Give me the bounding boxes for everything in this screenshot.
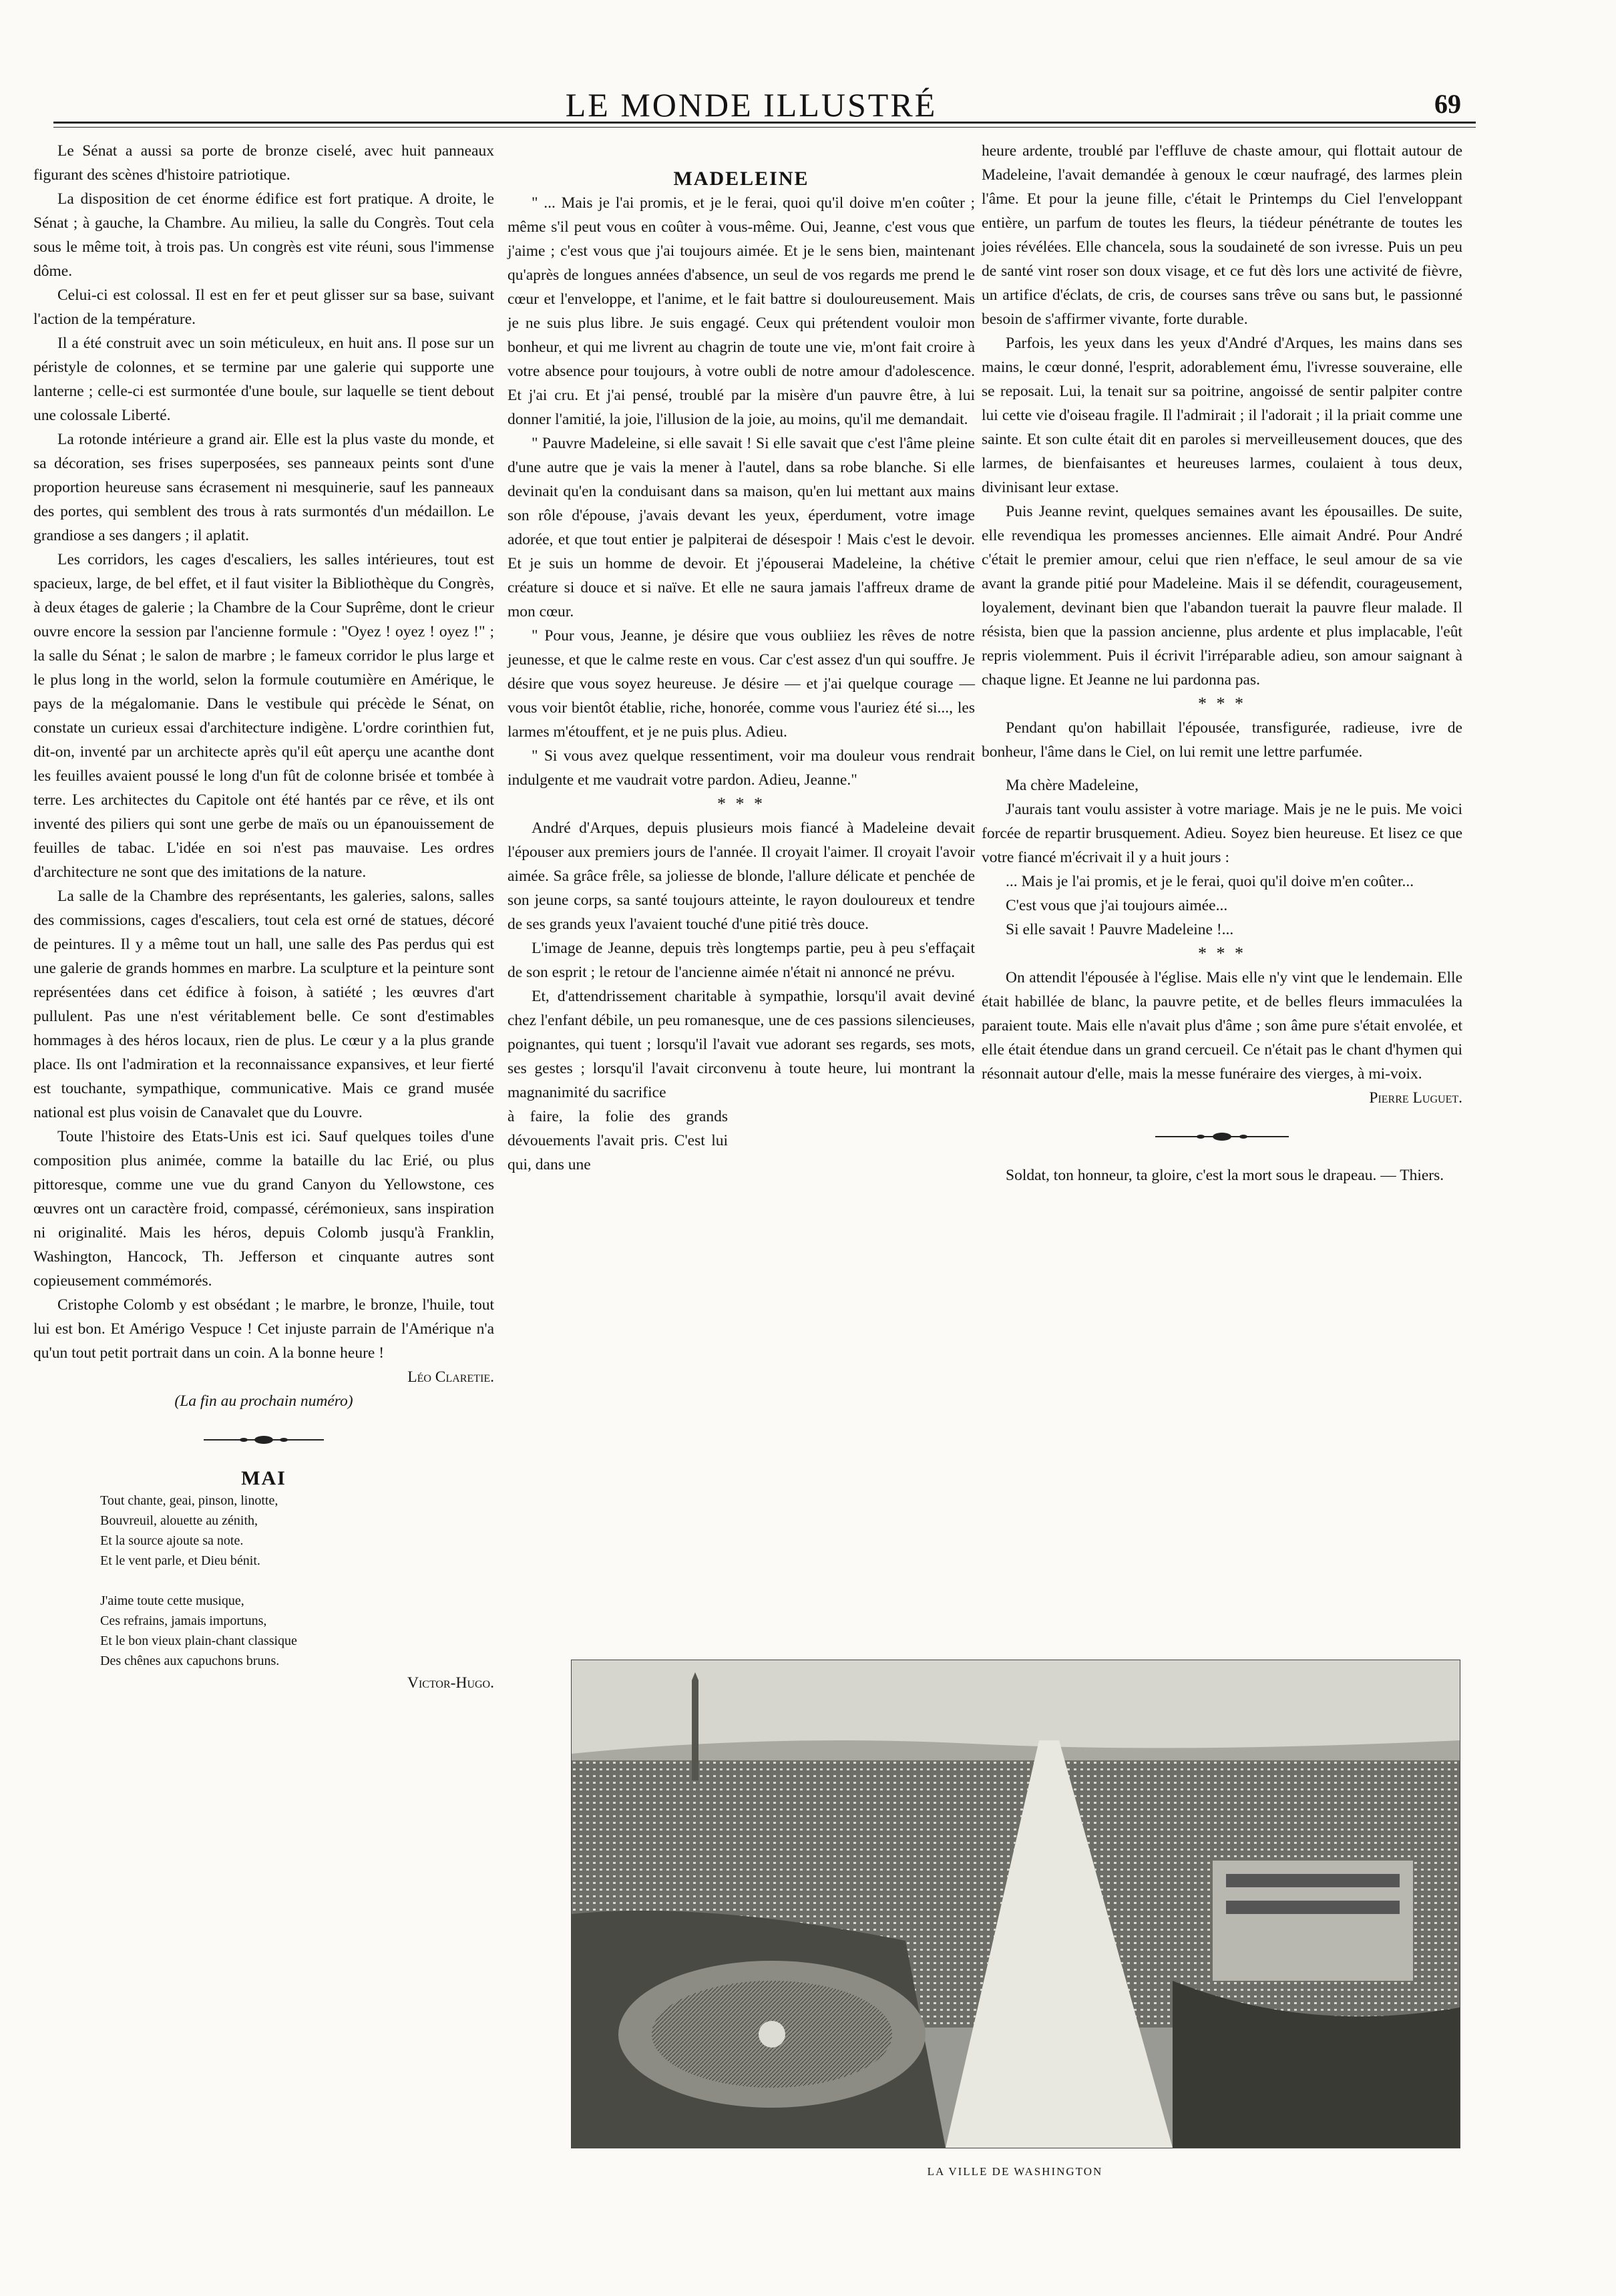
poem-line: Des chênes aux capuchons bruns. [100, 1654, 280, 1668]
poem-signature: Victor-Hugo. [407, 1674, 494, 1692]
figure-caption: LA VILLE DE WASHINGTON [927, 2165, 1103, 2178]
paragraph: Toute l'histoire des Etats-Unis est ici. Sauf quelques toiles d'une composition plus animée, comme la bataille du lac Erié, ou plus pittoresque, comme une vue du grand Canyon du Yellowstone, ces œuvres ont un caractère froid, compassé, cérémonieux, sans inspiration ni originalité. Mais les héros, depuis Colomb jusqu'à Franklin, Washington, Hancock, Th. Jefferson et cinquante autres sont copieusement commémorés. [33, 1128, 494, 1290]
section-stars: * * * [717, 794, 765, 813]
section-stars: * * * [1198, 694, 1246, 713]
poem-line: Et le bon vieux plain-chant classique [100, 1634, 297, 1648]
masthead-title: LE MONDE ILLUSTRÉ [565, 86, 938, 124]
letter-quote: ... Mais je l'ai promis, et je le ferai, quoi qu'il doive m'en coûter... [1006, 873, 1414, 890]
letter-quote: C'est vous que j'ai toujours aimée... [1006, 897, 1228, 914]
ornament-divider [33, 1428, 494, 1452]
quote-thiers: Soldat, ton honneur, ta gloire, c'est la mort sous le drapeau. — Thiers. [1006, 1167, 1444, 1184]
continuation-note: (La fin au prochain numéro) [174, 1392, 353, 1410]
paragraph: André d'Arques, depuis plusieurs mois fiancé à Madeleine devait l'épouser aux premiers jours de l'année. Il croyait l'aimer. Il croyait l'avoir aimée. Sa grâce frêle, sa joliesse de blonde, l'allure délicate et penchée de son jeune corps, sa santé toujours atteinte, le rayon douloureux et tendre de ses grands yeux l'avaient touché d'une pitié très douce. [508, 819, 975, 933]
header-rule [53, 122, 1476, 124]
ornament-divider [982, 1125, 1462, 1149]
paragraph: Celui-ci est colossal. Il est en fer et peut glisser sur sa base, suivant l'action de la température. [33, 286, 494, 328]
section-stars: * * * [1198, 944, 1246, 963]
paragraph-wrap: à faire, la folie des grands dévouements l'avait pris. C'est lui qui, dans une [508, 1108, 728, 1173]
poem-line: Tout chante, geai, pinson, linotte, [100, 1493, 278, 1508]
paragraph: Pendant qu'on habillait l'épousée, transfigurée, radieuse, ivre de bonheur, l'âme dans le Ciel, on lui remit une lettre parfumée. [982, 719, 1462, 761]
paragraph: L'image de Jeanne, depuis très longtemps partie, peu à peu s'effaçait de son esprit ; le retour de l'ancienne aimée n'était ni annoncé ne prévu. [508, 940, 975, 981]
paragraph: Les corridors, les cages d'escaliers, les salles intérieures, tout est spacieux, large, de bel effet, et il faut visiter la Bibliothèque du Congrès, à deux étages de galerie ; la Chambre de la Cour Suprême, dont le crieur ouvre encore la session par l'ancienne formule : "Oyez ! oyez ! oyez !" ; la salle du Sénat ; le salon de marbre ; le fameux corridor le plus large et le plus long in the world, selon la formule coutumière en Amérique, le pays de la mégalomanie. Dans le vestibule qui précède le Sénat, on constate un curieux essai d'architecture indigène. L'ordre corinthien fut, dit-on, inventé par un architecte après qu'il eût aperçu une acanthe dont les feuilles avaient poussé le long d'un fût de colonne brisée et tombée à terre. Les architectes du Capitole ont été hantés par ce rêve, et ils ont inventé des piliers qui sont une gerbe de maïs ou un épanouissement de feuilles de tabac. L'idée en soi n'est pas mauvaise. Les ordres d'architecture ne sont que des imitations de la nature. [33, 551, 494, 881]
poem-stanza [100, 1491, 494, 1671]
header-rule-thin [53, 127, 1476, 128]
column-left [33, 139, 494, 1695]
poem-line: J'aime toute cette musique, [100, 1593, 244, 1608]
engraving-image [572, 1660, 1460, 2148]
paragraph: Il a été construit avec un soin méticuleux, en huit ans. Il pose sur un péristyle de colonnes, et se termine par une galerie qui supporte une lanterne ; celle-ci est surmontée d'une boule, sur laquelle se tient debout une colossale Liberté. [33, 335, 494, 424]
poem-line: Ces refrains, jamais importuns, [100, 1613, 267, 1628]
page-number: 69 [1434, 89, 1461, 119]
letter-salutation: Ma chère Madeleine, [1006, 777, 1139, 794]
poem-line: Bouvreuil, alouette au zénith, [100, 1513, 258, 1528]
author-signature: Pierre Luguet. [1369, 1089, 1462, 1107]
paragraph: Cristophe Colomb y est obsédant ; le marbre, le bronze, l'huile, tout lui est bon. Et Amérigo Vespuce ! Cet injuste parrain de l'Amérique n'a qu'un tout petit portrait dans un coin. A la bonne heure ! [33, 1296, 494, 1362]
poem-line: Et le vent parle, et Dieu bénit. [100, 1553, 260, 1568]
paragraph: Le Sénat a aussi sa porte de bronze ciselé, avec huit panneaux figurant des scènes d'histoire patriotique. [33, 142, 494, 184]
column-right [982, 139, 1462, 1187]
paragraph: Et, d'attendrissement charitable à sympathie, lorsqu'il avait deviné chez l'enfant débile, un peu romanesque, une de ces passions silencieuses, poignantes, qui tuent ; lorsqu'il l'avait vue adorant ses regards, ses mots, ses gestes ; lorsqu'il l'avait circonvenu à toute heure, lui montrant la magnanimité du sacrifice [508, 988, 975, 1101]
poem-line: Et la source ajoute sa note. [100, 1533, 244, 1548]
letter-body: J'aurais tant voulu assister à votre mariage. Mais je ne le puis. Me voici forcée de repartir brusquement. Adieu. Soyez bien heureuse. Et lisez ce que votre fiancé m'écrivait il y a huit jours : [982, 801, 1462, 866]
paragraph: La rotonde intérieure a grand air. Elle est la plus vaste du monde, et sa décoration, ses frises superposées, ses panneaux peints sont d'une proportion heureuse sans écrasement ni mesquinerie, sauf les panneaux des portes, qui semblent des trous à rats surmontés d'un médaillon. Le grandiose a ses dangers ; il aplatit. [33, 431, 494, 544]
paragraph: La disposition de cet énorme édifice est fort pratique. A droite, le Sénat ; à gauche, la Chambre. Au milieu, la salle du Congrès. Tout cela sous le même toit, à trois pas. Un congrès est vite réuni, sous l'immense dôme. [33, 190, 494, 280]
paragraph: La salle de la Chambre des représentants, les galeries, salons, salles des commissions, cages d'escaliers, tout cela est orné de statues, décoré de peintures. Il y a même tout un hall, une salle des Pas perdus qui est une galerie de grands hommes en marbre. La sculpture et la peinture sont représentées dans cet édifice à foison, à satiété ; les œuvres d'art pullulent. Pas une n'est véritablement belle. Ce sont d'estimables hommages à des héros locaux, rien de plus. Le cœur y a la plus grande place. Ils ont l'admiration et la reconnaissance expansives, et leur fierté est touchante, sympathique, communicative. Mais ce grand musée national est plus voisin de Canavalet que du Louvre. [33, 888, 494, 1121]
paragraph: Parfois, les yeux dans les yeux d'André d'Arques, les mains dans ses mains, le cœur donné, l'esprit, adorablement ému, l'ivresse souveraine, elle se reposait. Lui, la tenait sur sa poitrine, angoissé de sentir palpiter contre lui cette vie d'oiseau fragile. Il l'admirait ; il l'adorait ; il la priait comme une sainte. Et son culte était dit en paroles si merveilleusement douces, que des larmes, de bienfaisantes et heureuses larmes, coulaient à tous deux, divinisant leur extase. [982, 335, 1462, 496]
paragraph: " Pour vous, Jeanne, je désire que vous oubliiez les rêves de notre jeunesse, et que le calme reste en vous. Car c'est assez d'un qui souffre. Je désire que vous soyez heureuse. Je désire — et j'ai quelque courage — vous voir bientôt établie, riche, honorée, comme vous l'auriez été si..., les larmes m'étouffent, et je ne puis plus. Adieu. [508, 627, 975, 741]
paragraph: On attendit l'épousée à l'église. Mais elle n'y vint que le lendemain. Elle était habillée de blanc, la pauvre petite, et de belles fleurs immaculées la paraient toute. Mais elle n'avait plus d'âme ; son âme pure s'était envolée, et elle était étendue dans un grand cercueil. Ce n'était pas le chant d'hymen qui résonnait autour d'elle, mais la messe funéraire des vierges, à mi-voix. [982, 969, 1462, 1083]
letter-quote: Si elle savait ! Pauvre Madeleine !... [1006, 921, 1234, 938]
poem-title: MAI [241, 1467, 286, 1489]
story-title: MADELEINE [673, 168, 809, 190]
illustration-washington [571, 1660, 1460, 2148]
column-middle [508, 167, 975, 1177]
author-signature: Léo Claretie. [407, 1368, 494, 1386]
paragraph: " Si vous avez quelque ressentiment, voir ma douleur vous rendrait indulgente et me vaudrait votre pardon. Adieu, Jeanne." [508, 747, 975, 789]
paragraph: Puis Jeanne revint, quelques semaines avant les épousailles. De suite, elle revendiqua les promesses anciennes. Elle aimait André. Pour André c'était le premier amour, celui que rien n'efface, le seul amour de sa vie avant la grande pitié pour Madeleine. Mais il se défendit, courageusement, loyalement, devinant bien que l'abandon tuerait la pauvre fleur malade. Il résista, bien que la passion ancienne, plus ardente et plus implacable, l'eût repris violemment. Puis il écrivit l'irréparable adieu, son amour saignant à chaque ligne. Et Jeanne ne lui pardonna pas. [982, 503, 1462, 689]
paragraph: heure ardente, troublé par l'effluve de chaste amour, qui flottait autour de Madeleine, l'avait demandée à genoux le cœur naufragé, des larmes plein l'âme. Et pour la jeune fille, c'était le Printemps du Ciel l'enveloppant entière, un parfum de toutes les fleurs, la tiédeur pénétrante de toutes les joies révélées. Elle chancela, sous la soudaineté de son ivresse. Puis un peu de santé vint roser son doux visage, et ce fut dès lors une activité de fièvre, un artifice d'éclats, de cris, de courses sans trêve ou sans but, le passionné besoin de s'affirmer vivante, forte durable. [982, 142, 1462, 328]
paragraph: " Pauvre Madeleine, si elle savait ! Si elle savait que c'est l'âme pleine d'une autre que je vais la mener à l'autel, dans sa robe blanche. Si elle devinait qu'en la conduisant dans sa maison, qu'en lui mettant aux mains son rôle d'épouse, j'avais devant les yeux, éperdument, votre image adorée, et que tout entier je palpiterai de désespoir ! Mais c'est le devoir. Et je suis un homme de devoir. Et j'épouserai Madeleine, la chétive créature si douce et si naïve. Et elle ne saura jamais l'affreux drame de mon cœur. [508, 435, 975, 620]
paragraph: " ... Mais je l'ai promis, et je le ferai, quoi qu'il doive m'en coûter ; même s'il peut vous en coûter à vous-même. Oui, Jeanne, c'est vous que j'aime ; c'est vous que j'ai toujours aimée. Et je le sens bien, maintenant qu'après de longues années d'absence, un seul de vos regards me prend le cœur et l'enveloppe, et l'anime, et le fait battre si douloureusement. Mais je ne suis plus libre. Je suis engagé. Ceux qui prétendent vouloir mon bonheur, et qui me livrent au chagrin de toute une vie, m'ont fait croire à votre absence pour toujours, à votre oubli de notre amour d'adolescence. Et j'ai cru. Et j'ai pensé, troublé par la misère d'un pauvre être, à lui donner l'amitié, la joie, l'illusion de la joie, au moins, qu'il me demandait. [508, 194, 975, 428]
